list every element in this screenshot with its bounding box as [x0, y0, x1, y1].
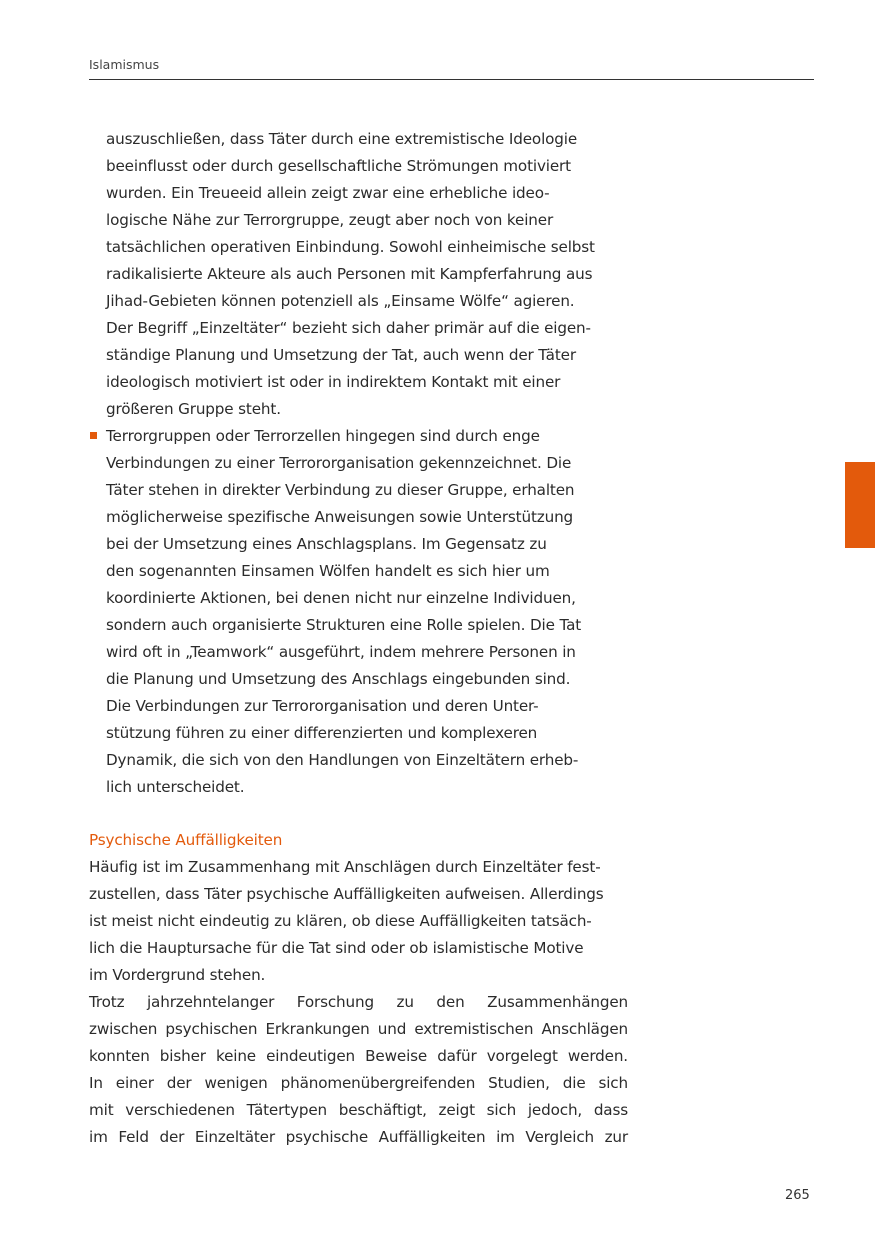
bullet-list [89, 126, 628, 801]
text-line: ständige Planung und Umsetzung der Tat, auch wenn der Täter [106, 346, 576, 364]
paragraph [89, 854, 628, 989]
text-line: die Planung und Umsetzung des Anschlags eingebunden sind. [106, 670, 571, 688]
text-line: logische Nähe zur Terrorgruppe, zeugt aber noch von keiner [106, 211, 554, 229]
text-line: mit verschiedenen Tätertypen beschäftigt, zeigt sich jedoch, dass [89, 1101, 628, 1119]
text-line: im Feld der Einzeltäter psychische Auffälligkeiten im Vergleich zur [89, 1128, 628, 1146]
page-number: 265 [785, 1188, 810, 1203]
paragraph [89, 989, 628, 1151]
text-line: lich die Hauptursache für die Tat sind oder ob islamistische Motive [89, 939, 584, 957]
text-line: Dynamik, die sich von den Handlungen von Einzeltätern erheb- [106, 751, 579, 769]
text-line: Verbindungen zu einer Terrororganisation gekennzeichnet. Die [106, 454, 572, 472]
text-line: konnten bisher keine eindeutigen Beweise dafür vorgelegt werden. [89, 1047, 628, 1065]
text-line: Terrorgruppen oder Terrorzellen hingegen sind durch enge [106, 427, 540, 445]
section-heading: Psychische Auffälligkeiten [89, 831, 283, 849]
text-line: Trotz jahrzehntelanger Forschung zu den Zusammenhängen [89, 993, 628, 1011]
text-line: tatsächlichen operativen Einbindung. Sowohl einheimische selbst [106, 238, 595, 256]
text-line: bei der Umsetzung eines Anschlagsplans. Im Gegensatz zu [106, 535, 547, 553]
text-line: zwischen psychischen Erkrankungen und extremistischen Anschlägen [89, 1020, 628, 1038]
text-line: wird oft in „Teamwork“ ausgeführt, indem mehrere Personen in [106, 643, 576, 661]
text-line: koordinierte Aktionen, bei denen nicht nur einzelne Individuen, [106, 589, 576, 607]
text-line: stützung führen zu einer differenzierten und komplexeren [106, 724, 538, 742]
running-header-title: Islamismus [89, 57, 160, 72]
header-rule [89, 79, 814, 80]
list-item [89, 423, 628, 801]
text-line: im Vordergrund stehen. [89, 966, 266, 984]
body-text [89, 126, 628, 1151]
text-line: In einer der wenigen phänomenübergreifenden Studien, die sich [89, 1074, 628, 1092]
text-line: zustellen, dass Täter psychische Auffälligkeiten aufweisen. Allerdings [89, 885, 604, 903]
text-line: Der Begriff „Einzeltäter“ bezieht sich daher primär auf die eigen- [106, 319, 591, 337]
text-line: wurden. Ein Treueeid allein zeigt zwar eine erhebliche ideo- [106, 184, 550, 202]
text-line: Täter stehen in direkter Verbindung zu dieser Gruppe, erhalten [106, 481, 575, 499]
text-line: auszuschließen, dass Täter durch eine extremistische Ideologie [106, 130, 578, 148]
list-item-continued [89, 126, 628, 423]
text-line: Häufig ist im Zusammenhang mit Anschlägen durch Einzeltäter fest- [89, 858, 601, 876]
text-line: ist meist nicht eindeutig zu klären, ob diese Auffälligkeiten tatsäch- [89, 912, 592, 930]
text-line: ideologisch motiviert ist oder in indirektem Kontakt mit einer [106, 373, 561, 391]
text-line: Die Verbindungen zur Terrororganisation und deren Unter- [106, 697, 539, 715]
chapter-thumb-tab [845, 462, 875, 548]
text-line: beeinflusst oder durch gesellschaftliche Strömungen motiviert [106, 157, 571, 175]
text-line: Jihad-Gebieten können potenziell als „Einsame Wölfe“ agieren. [106, 292, 575, 310]
text-line: sondern auch organisierte Strukturen eine Rolle spielen. Die Tat [106, 616, 582, 634]
text-line: größeren Gruppe steht. [106, 400, 281, 418]
text-line: möglicherweise spezifische Anweisungen sowie Unterstützung [106, 508, 574, 526]
square-bullet-icon [90, 432, 97, 439]
text-line: den sogenannten Einsamen Wölfen handelt es sich hier um [106, 562, 550, 580]
text-line: radikalisierte Akteure als auch Personen mit Kampferfahrung aus [106, 265, 593, 283]
text-line: lich unterscheidet. [106, 778, 245, 796]
